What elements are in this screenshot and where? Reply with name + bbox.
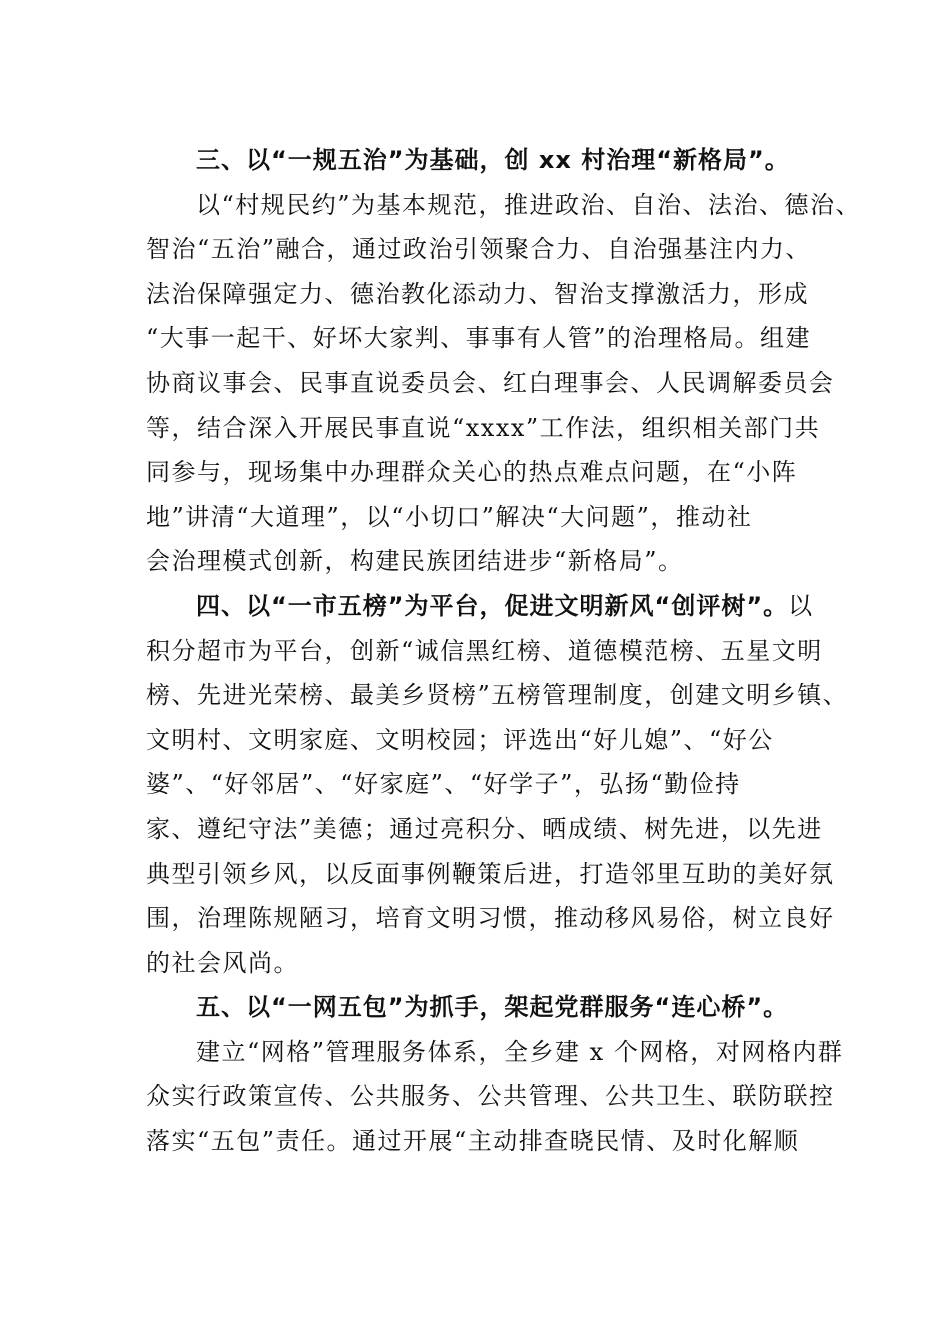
section-4-heading-tail: 以 (788, 591, 814, 620)
section-4-line-1: 积分超市为平台，创新“诚信黑红榜、道德模范榜、五星文明 (146, 636, 823, 665)
section-3-heading: 三、以“一规五治”为基础，创 xx 村治理“新格局”。 (196, 146, 790, 174)
section-5-line-1: 建立“网格”管理服务体系，全乡建 x 个网格，对网格内群 (196, 1037, 844, 1066)
section-3-line-8: 地”讲清“大道理”，以“小切口”解决“大问题”，推动社 (146, 502, 753, 531)
section-4-line-6: 典型引领乡风，以反面事例鞭策后进，打造邻里互助的美好氛 (146, 859, 835, 888)
section-5-line-2: 众实行政策宣传、公共服务、公共管理、公共卫生、联防联控 (146, 1082, 835, 1111)
section-4-line-8: 的社会风尚。 (146, 948, 299, 977)
document-body (146, 138, 862, 1164)
section-3-line-6: 等，结合深入开展民事直说“xxxx”工作法，组织相关部门共 (146, 413, 821, 442)
section-5-heading: 五、以“一网五包”为抓手，架起党群服务“连心桥”。 (196, 993, 789, 1022)
section-3-line-1: 以“村规民约”为基本规范，推进政治、自治、法治、德治、 (196, 190, 862, 219)
section-4-line-7: 围，治理陈规陋习，培育文明习惯，推动移风易俗，树立良好 (146, 904, 835, 933)
section-4-line-5: 家、遵纪守法”美德；通过亮积分、晒成绩、树先进，以先进 (146, 814, 823, 843)
section-4-heading: 四、以“一市五榜”为平台，促进文明新风“创评树”。 (196, 591, 789, 620)
section-3-line-5: 协商议事会、民事直说委员会、红白理事会、人民调解委员会 (146, 368, 835, 397)
section-4-line-4: 婆”、“好邻居”、“好家庭”、“好学子”，弘扬“勤俭持 (146, 770, 741, 799)
section-4-line-2: 榜、先进光荣榜、最美乡贤榜”五榜管理制度，创建文明乡镇、 (146, 681, 849, 710)
section-3-line-7: 同参与，现场集中办理群众关心的热点难点问题，在“小阵 (146, 458, 798, 487)
section-3-line-4: “大事一起干、好坏大家判、事事有人管”的治理格局。组建 (146, 324, 812, 353)
section-3-line-3: 法治保障强定力、德治教化添动力、智治支撑激活力，形成 (146, 279, 809, 308)
section-3-line-2: 智治“五治”融合，通过政治引领聚合力、自治强基注内力、 (146, 235, 812, 264)
section-4-first-line (146, 584, 838, 629)
section-3-line-9: 会治理模式创新，构建民族团结进步“新格局”。 (146, 547, 684, 576)
section-4-line-3: 文明村、文明家庭、文明校园；评选出“好儿媳”、“好公 (146, 725, 774, 754)
section-5-line-3: 落实“五包”责任。通过开展“主动排查晓民情、及时化解顺 (146, 1127, 800, 1156)
